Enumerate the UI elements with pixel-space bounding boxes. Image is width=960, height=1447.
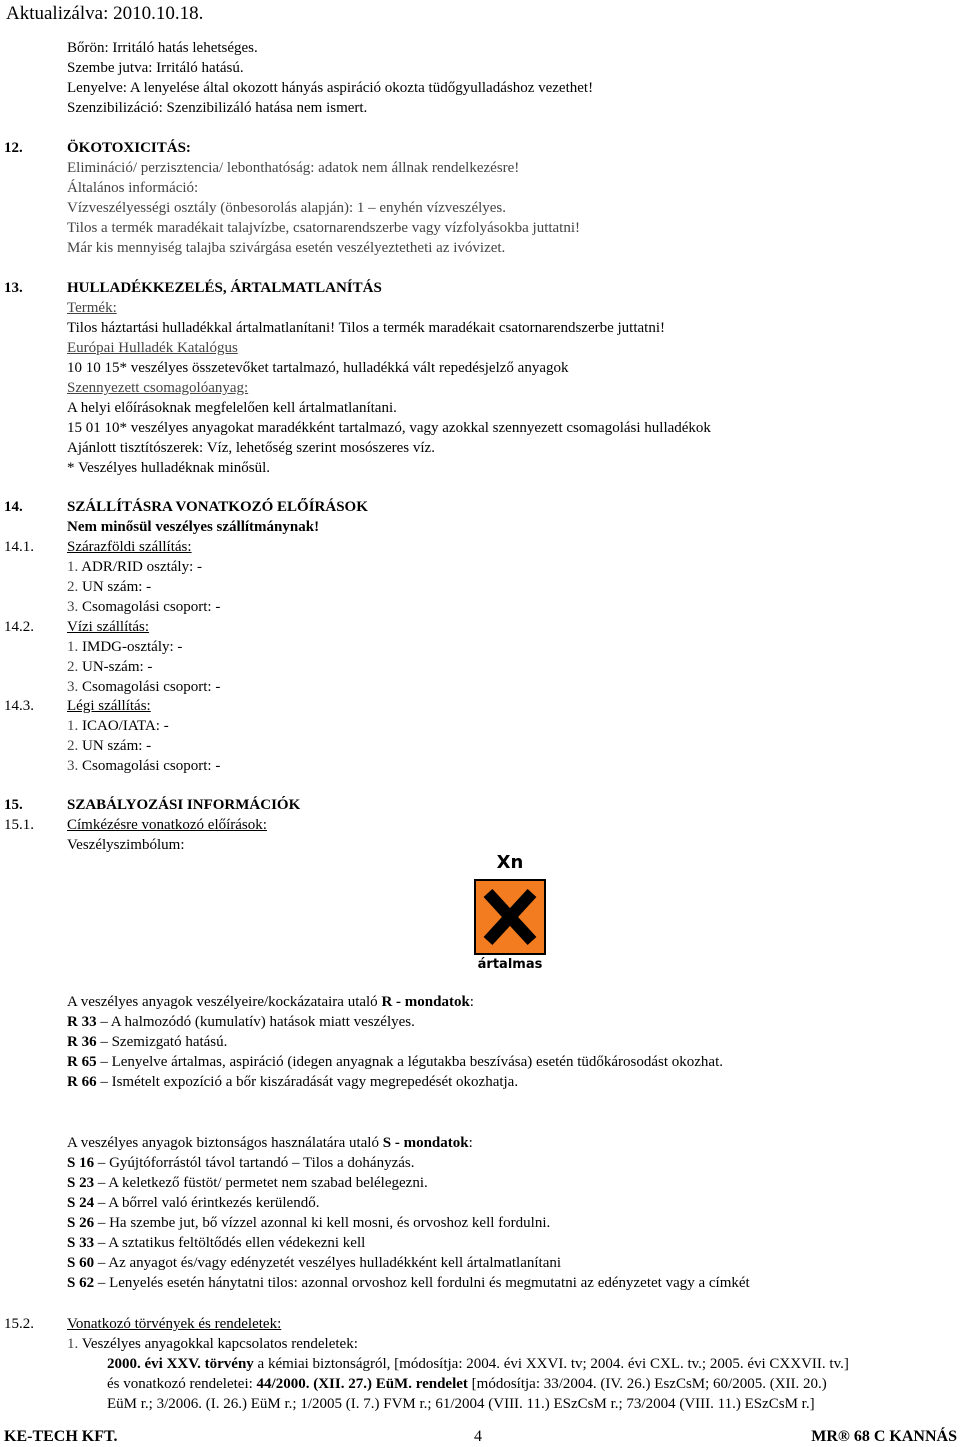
s-phrase: S 60 – Az anyagot és/vagy edényzetét veszélyes hulladékként kell ártalmatlanítani [67, 1255, 562, 1271]
r-phrase: R 36 – Szemizgató hatású. [67, 1034, 228, 1050]
r-phrase: R 33 – A halmozódó (kumulatív) hatások miatt veszélyes. [67, 1014, 415, 1030]
s14-subtitle: Nem minősül veszélyes szállítmánynak! [67, 519, 320, 535]
s-phrase: S 24 – A bőrrel való érintkezés kerülendő. [67, 1195, 320, 1211]
s13-product-text: Tilos háztartási hulladékkal ártalmatlanítani! Tilos a termék maradékait csatornarendszerbe juttatni! [67, 320, 666, 336]
s11-line: Lenyelve: A lenyelése által okozott hányás aspiráció okozta tüdőgyulladáshoz vezethet! [67, 80, 594, 96]
s13-title: HULLADÉKKEZELÉS, ÁRTALMATLANÍTÁS [67, 280, 382, 296]
s12-line: Vízveszélyességi osztály (önbesorolás alapján): 1 – enyhén vízveszélyes. [67, 200, 507, 216]
footer-company: KE-TECH KFT. [4, 1428, 118, 1445]
s14-number: 14. [4, 499, 23, 515]
s-phrase: S 33 – A sztatikus feltöltődés ellen védekezni kell [67, 1235, 366, 1251]
s14-1-label: Szárazföldi szállítás: [67, 539, 192, 555]
s-phrase: S 16 – Gyújtóforrástól távol tartandó – Tilos a dohányzás. [67, 1155, 415, 1171]
s12-line: Elimináció/ perzisztencia/ lebonthatóság: adatok nem állnak rendelkezésre! [67, 160, 520, 176]
transport-item: 1. ICAO/IATA: - [67, 718, 169, 734]
s11-line: Szenzibilizáció: Szenzibilizáló hatása nem ismert. [67, 100, 368, 116]
s15-1-label: Címkézésre vonatkozó előírások: [67, 817, 267, 833]
law-list-item: 1. Veszélyes anyagokkal kapcsolatos rendeletek: [67, 1336, 358, 1352]
s13-packaging-line: A helyi előírásoknak megfelelően kell ártalmatlanítani. [67, 400, 397, 416]
s15-1-number: 15.1. [4, 817, 34, 833]
transport-item: 1. IMDG-osztály: - [67, 639, 183, 655]
s12-title: ÖKOTOXICITÁS: [67, 140, 191, 156]
law-line-b: és vonatkozó rendeletei: 44/2000. (XII. 27.) EüM. rendelet [módosítja: 33/2004. (IV. 26.) EszCsM; 60/2005. (XII. 20.) [107, 1376, 827, 1392]
s15-2-label: Vonatkozó törvények és rendeletek: [67, 1316, 282, 1332]
s13-packaging-label: Szennyezett csomagolóanyag: [67, 380, 249, 396]
harmful-cross-icon [474, 879, 546, 955]
s-phrase: S 26 – Ha szembe jut, bő vízzel azonnal ki kell mosni, és orvoshoz kell fordulni. [67, 1215, 551, 1231]
transport-item: 3. Csomagolási csoport: - [67, 679, 221, 695]
s14-2-number: 14.2. [4, 619, 34, 635]
footer-page-number: 4 [474, 1428, 482, 1445]
s12-line: Már kis mennyiség talajba szivárgása esetén veszélyeztetheti az ivóvizet. [67, 240, 506, 256]
symbol-label: Veszélyszimbólum: [67, 837, 185, 853]
s14-title: SZÁLLÍTÁSRA VONATKOZÓ ELŐÍRÁSOK [67, 499, 368, 515]
r-phrase: R 66 – Ismételt expozíció a bőr kiszáradását vagy megrepedését okozhatja. [67, 1074, 519, 1090]
s11-line: Bőrön: Irritáló hatás lehetséges. [67, 40, 258, 56]
footer-product: MR® 68 C KANNÁS [811, 1428, 957, 1445]
law-line-a: 2000. évi XXV. törvény a kémiai biztonságról, [módosítja: 2004. évi XXVI. tv; 2004. évi CXL. tv.; 2005. évi CXXVII. tv.] [107, 1356, 849, 1372]
s13-product-label: Termék: [67, 300, 117, 316]
s14-1-number: 14.1. [4, 539, 34, 555]
s-phrase: S 62 – Lenyelés esetén hánytatni tilos: azonnal orvoshoz kell fordulni és megmutatni az edényzetet vagy a címkét [67, 1275, 750, 1291]
s13-packaging-line: 15 01 10* veszélyes anyagokat maradékként tartalmazó, vagy azokkal szennyezett csomagolási hulladékok [67, 420, 711, 436]
transport-item: 2. UN-szám: - [67, 659, 153, 675]
s13-catalog-text: 10 10 15* veszélyes összetevőket tartalmazó, hulladékká vált repedésjelző anyagok [67, 360, 569, 376]
s13-packaging-line: Ajánlott tisztítószerek: Víz, lehetőség szerint mosószeres víz. [67, 440, 435, 456]
transport-item: 3. Csomagolási csoport: - [67, 599, 221, 615]
r-phrases-intro: A veszélyes anyagok veszélyeire/kockázataira utaló R - mondatok: [67, 994, 474, 1010]
s12-line: Általános információ: [67, 180, 199, 196]
symbol-caption: ártalmas [477, 957, 543, 972]
s12-number: 12. [4, 140, 23, 156]
s13-catalog-label: Európai Hulladék Katalógus [67, 340, 238, 356]
hazard-symbol-xn [474, 851, 546, 976]
s14-3-number: 14.3. [4, 698, 34, 714]
s13-number: 13. [4, 280, 23, 296]
law-line-c: EüM r.; 3/2006. (I. 26.) EüM r.; 1/2005 (I. 7.) FVM r.; 61/2004 (VIII. 11.) ESzCsM r.; 73/2004 (VIII. 11.) ESzCsM r.] [107, 1396, 815, 1412]
s13-packaging-line: * Veszélyes hulladéknak minősül. [67, 460, 271, 476]
s11-line: Szembe jutva: Irritáló hatású. [67, 60, 244, 76]
transport-item: 3. Csomagolási csoport: - [67, 758, 221, 774]
s15-number: 15. [4, 797, 23, 813]
s15-title: SZABÁLYOZÁSI INFORMÁCIÓK [67, 797, 301, 813]
symbol-code: Xn [496, 852, 524, 873]
s-phrase: S 23 – A keletkező füstöt/ permetet nem szabad belélegezni. [67, 1175, 428, 1191]
s14-3-label: Légi szállítás: [67, 698, 151, 714]
s15-2-number: 15.2. [4, 1316, 34, 1332]
r-phrase: R 65 – Lenyelve ártalmas, aspiráció (idegen anyagnak a légutakba beszívása) esetén tüdőkárosodást okozhat. [67, 1054, 724, 1070]
s12-line: Tilos a termék maradékait talajvízbe, csatornarendszerbe vagy vízfolyásokba juttatni! [67, 220, 581, 236]
s14-2-label: Vízi szállítás: [67, 619, 150, 635]
transport-item: 1. ADR/RID osztály: - [67, 559, 203, 575]
last-updated: Aktualizálva: 2010.10.18. [6, 3, 204, 24]
s-phrases-intro: A veszélyes anyagok biztonságos használatára utaló S - mondatok: [67, 1135, 473, 1151]
transport-item: 2. UN szám: - [67, 738, 152, 754]
transport-item: 2. UN szám: - [67, 579, 152, 595]
